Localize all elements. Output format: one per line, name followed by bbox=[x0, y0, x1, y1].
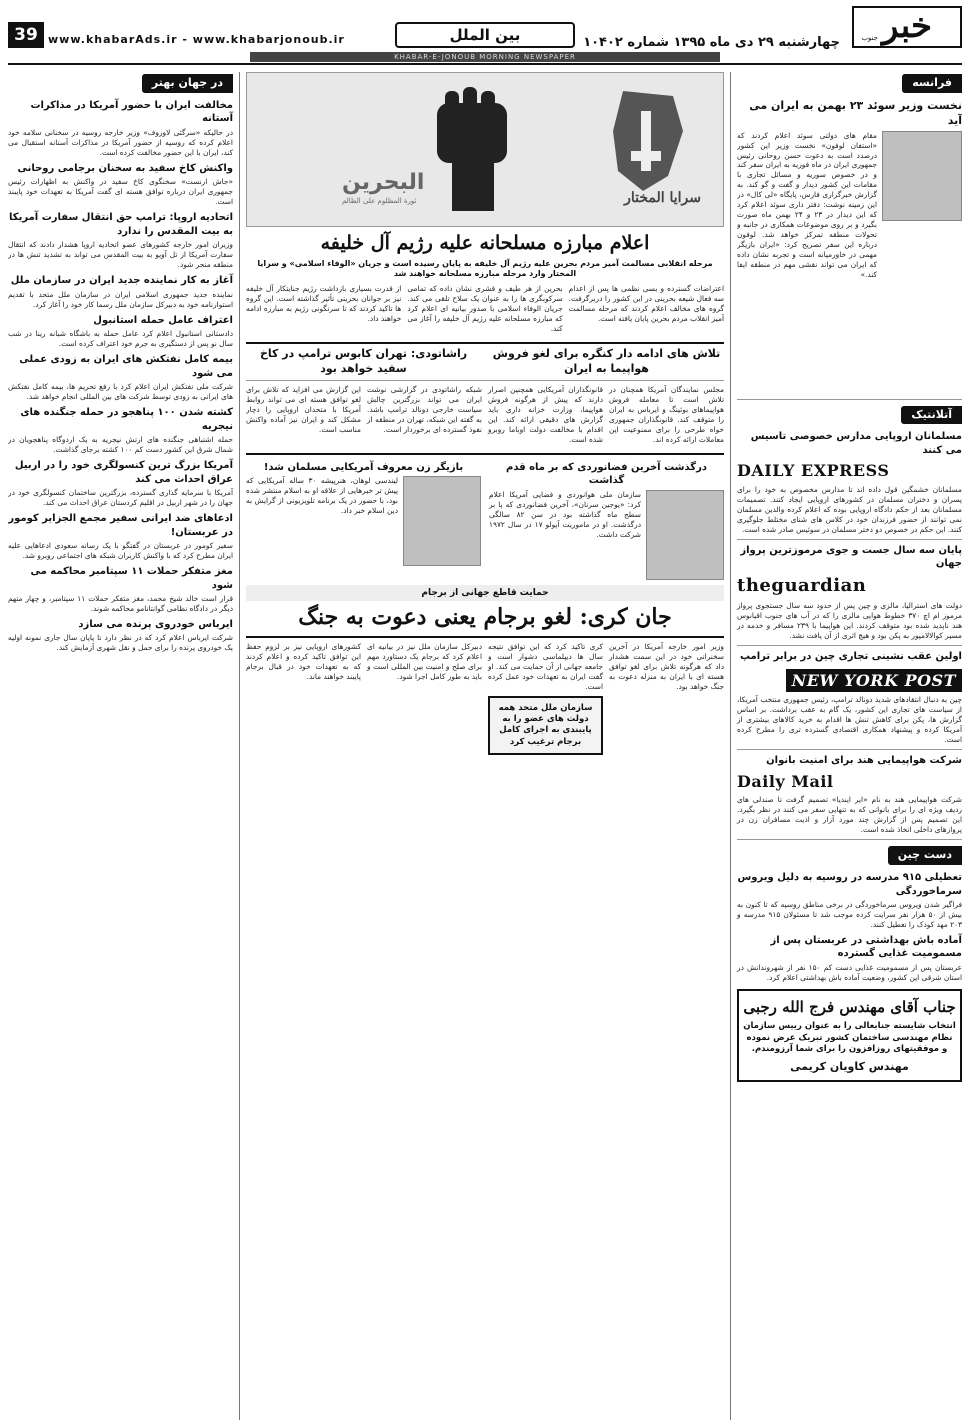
article-headline[interactable]: مسلمانان اروپایی مدارس خصوصی تاسیس می کنند bbox=[750, 431, 962, 456]
article-body: لیندسی لوهان، هنرپیشه ۳۰ ساله آمریکایی که پیش تر خبرهایی از علاقه او به اسلام منتشر شده بود، با حضور در یک برنامه تلویزیونی از گرایش به دین اسلام خبر داد. bbox=[246, 476, 399, 516]
article-body: دبیرکل سازمان ملل نیز در بیانیه ای اعلام کرد که برجام یک دستاورد مهم برای صلح و امنیت بین المللی است و باید به طور کامل اجرا شود. bbox=[367, 641, 482, 681]
article-body: سفیر کومور در عربستان در گفتگو با یک رسانه سعودی ادعاهایی علیه ایران مطرح کرد که با واکنش کاربران شبکه های اجتماعی روبرو شد. bbox=[8, 541, 233, 561]
article-headline[interactable]: آماده باش بهداشتی در عربستان پس از مسمومیت غذایی گسترده bbox=[770, 934, 962, 960]
article-body: چین به دنبال انتقادهای شدید دونالد ترامپ، رئیس جمهوری منتخب آمریکا، از سیاست های تجاری این کشور، یک گام به عقب برداشت. بر اساس گزارش ها، پکن برای کاهش تنش ها اقدام به خرید کالاهای بیشتری از آمریکا کرده و پیشنهاد همکاری اقتصادی گسترده تری را مطرح کرده است. bbox=[737, 695, 962, 745]
ad-text: انتخاب شایسته جنابعالی را به عنوان رییس سازمان نظام مهندسی ساختمان کشور تبریک عرض نموده و موفقیتهای روزافزون را برای شما آرزومندم. bbox=[743, 1021, 956, 1055]
article-headline[interactable]: اتحادیه اروپا: ترامپ حق انتقال سفارت آمریکا به بیت المقدس را ندارد bbox=[9, 212, 233, 237]
left-column bbox=[8, 72, 240, 1420]
congratulation-ad bbox=[737, 989, 962, 1083]
divider bbox=[737, 399, 962, 400]
article-body: دادستانی استانبول اعلام کرد عامل حمله به باشگاه شبانه رینا در شب سال نو پس از دستگیری به جرم خود اعتراف کرده است. bbox=[8, 329, 233, 349]
article-body: شرکت ملی نفتکش ایران اعلام کرد با رفع تحریم ها، بیمه کامل نفتکش های ایرانی به زودی توسط شرکت های بین المللی انجام خواهد شد. bbox=[8, 382, 233, 402]
source-logo: DAILY EXPRESS bbox=[737, 461, 890, 481]
main-subhead: مرحله انقلابی مسالمت آمیز مردم بحرین علیه رژیم آل خلیفه به پایان رسیده است و جریان «الوفاء اسلامی» و سرایا المختار وارد مرحله مبارزه مسلحانه خواهند شد bbox=[257, 258, 713, 279]
newspaper-logo[interactable]: خبر bbox=[852, 6, 962, 48]
kerry-article-columns bbox=[246, 642, 724, 760]
section-tag-handpicked: دست چین bbox=[888, 846, 962, 865]
article-body: مسلمانان خشمگین قول داده اند تا مدارس مخصوص به خود را برای پسران و دختران مسلمان در کشورهای اروپایی ایجاد کنند. تصمیمات مسلمانان بعد از حکم دادگاه اروپایی بوده که اعلام کرده والدین مسلمان نمی توانند از حضور فرزندان خود در کلاس های شنای مختلط جلوگیری کنند. این حکم در خصوص دو دختر مسلمان در سوئیس صادر شده است. bbox=[737, 484, 962, 534]
article-headline[interactable]: بیمه کامل نفتکش های ایران به زودی عملی می شود bbox=[19, 354, 233, 379]
pull-quote: سازمان ملل متحد همه دولت های عضو را به پایبندی به اجرای کامل برجام ترغیب کرد bbox=[488, 696, 603, 756]
article-headline[interactable]: ادعاهای ضد ایرانی سفیر مجمع الجزایر کومور در عربستان! bbox=[8, 513, 233, 538]
divider bbox=[737, 839, 962, 840]
article-headline[interactable]: کشته شدن ۱۰۰ پناهجو در حمله جنگنده های نیجریه bbox=[20, 407, 233, 432]
secondary-article-columns bbox=[246, 385, 724, 449]
saraya-logo-text: سرایا المختار bbox=[624, 190, 701, 206]
center-column bbox=[246, 72, 724, 1420]
article-body: وزیران امور خارجه کشورهای عضو اتحادیه اروپا هشدار دادند که انتقال سفارت آمریکا از تل آویو به بیت المقدس می تواند به تشدید تنش ها در منطقه منجر شود. bbox=[8, 240, 233, 270]
article-body: حمله اشتباهی جنگنده های ارتش نیجریه به یک اردوگاه پناهجویان در شمال شرق این کشور دست کم ۱۰۰ کشته برجای گذاشت. bbox=[8, 435, 233, 455]
raised-fist-icon bbox=[417, 83, 527, 213]
source-logo: Daily Mail bbox=[737, 771, 834, 791]
article-headline[interactable]: اعتراف عامل حمله استانبول bbox=[93, 314, 233, 326]
article-headline[interactable]: نخست وزیر سوئد ۲۳ بهمن به ایران می آید bbox=[749, 98, 962, 127]
article-body: شرکت ایرباس اعلام کرد که در نظر دارد تا پایان سال جاری نمونه اولیه یک خودروی پرنده را برای حمل و نقل شهری آزمایش کند. bbox=[8, 633, 233, 653]
photo-story bbox=[246, 458, 481, 580]
website-urls[interactable]: www.khabarAds.ir - www.khabarjonoub.ir bbox=[48, 33, 345, 46]
article-body: قرار است خالد شیخ محمد، مغز متفکر حملات ۱۱ سپتامبر، و چهار متهم دیگر در دادگاه نظامی گوانتانامو محاکمه شوند. bbox=[8, 594, 233, 613]
article-headline[interactable]: شرکت هواپیمایی هند برای امنیت بانوان bbox=[766, 755, 962, 767]
article-headline[interactable]: راشاتودی: تهران کابوس ترامپ در کاخ سفید خواهد بود bbox=[259, 347, 468, 375]
main-headline[interactable]: اعلام مبارزه مسلحانه علیه رژیم آل خلیفه bbox=[320, 232, 650, 254]
article-body: مجلس نمایندگان آمریکا همچنان در تلاش است تا معامله فروش هواپیماهای بوئینگ و ایرباس به ایران را متوقف کند. قانونگذاران جمهوری خواه طرحی را برای ممنوعیت این معاملات ارائه کرده اند. bbox=[609, 384, 724, 444]
article-headline[interactable]: آمریکا بزرگ ترین کنسولگری خود را در اربیل عراق احداث می کند bbox=[14, 460, 233, 485]
photo-story bbox=[489, 458, 724, 580]
issue-date-line: چهارشنبه ۲۹ دی ماه ۱۳۹۵ شماره ۱۰۴۰۲ bbox=[583, 35, 840, 50]
article-body: مقام های دولتی سوئد اعلام کردند که «استفان لوفون» نخست وزیر این کشور درصدد است به دعوت حسن روحانی رئیس جمهوری ایران در ماه فوریه به ایران سفر کند و در خصوص سوریه و مسائل تجاری با مقامات این کشور دیدار و گفت و گو کند. به گزارش خبرگزاری فارس، پایگاه «لی کال» در این زمینه نوشت: دفتر داری سوئد اعلام کرد که این دیدار در ۲۳ و ۲۴ بهمن ماه صورت بگیرد و بر روی موضوعات همکاری در جانبه و تحولات منطقه تمرکز خواهد شد. لوفون درباره این سفر تصریح کرد: «ایران بازیگر مهمی در خاورمیانه است و تجربه نشان داده که ایران می تواند نقشی مهم در منطقه ایفا کند.» bbox=[737, 130, 877, 280]
section-tag-world: در جهان بهتر bbox=[142, 74, 233, 93]
kerry-headline[interactable]: جان کری: لغو برجام یعنی دعوت به جنگ bbox=[246, 603, 724, 638]
ad-title: جناب آقای مهندس فرج الله رجبی bbox=[743, 997, 956, 1016]
article-headline[interactable]: پایان سه سال جست و جوی مرموزترین پرواز جهان bbox=[740, 544, 962, 570]
article-body: وزیر امور خارجه آمریکا در آخرین سخنرانی خود در این سمت هشدار داد که هرگونه تلاش برای لغو توافق هسته ای با ایران به منزله دعوت به جنگ خواهد بود. bbox=[609, 641, 724, 691]
masthead bbox=[0, 0, 970, 68]
astronaut-photo bbox=[646, 490, 724, 580]
article-body: کشورهای اروپایی نیز بر لزوم حفظ این توافق تاکید کرده و اعلام کردند که به تعهدات خود در قبال برجام پایبند خواهند ماند. bbox=[246, 641, 361, 681]
secondary-headlines bbox=[246, 342, 724, 381]
section-tag-france: فرانسه bbox=[902, 74, 962, 93]
article-headline[interactable]: تعطیلی ۹۱۵ مدرسه در روسیه به دلیل ویروس سرماخوردگی bbox=[737, 872, 962, 897]
article-body: عربستان پس از مسمومیت غذایی دست کم ۱۵۰ نفر از شهروندانش در استان شرقی این کشور، وضعیت آماده باش بهداشتی اعلام کرد. bbox=[737, 962, 962, 982]
article-headline[interactable]: ایرباس خودروی پرنده می سازد bbox=[78, 618, 233, 630]
actress-photo bbox=[403, 476, 481, 566]
article-headline[interactable]: آغاز به کار نماینده جدید ایران در سازمان ملل bbox=[10, 275, 233, 287]
article-body: آمریکا با سرمایه گذاری گسترده، بزرگترین ساختمان کنسولگری خود در جهان را در شهر اربیل در اقلیم کردستان عراق احداث می کند. bbox=[8, 488, 233, 508]
article-headline[interactable]: مخالفت ایران با حضور آمریکا در مذاکرات آستانه bbox=[30, 99, 233, 125]
article-body: اعتراضات گسترده و بسی نظمی ها پس از اعدام سه فعال شیعه بحرینی در این کشور را دربرگرفت. گروه های مخالف اعلام کردند که مرحله مسالمت آمیز انقلاب مردم بحرین پایان یافته است. bbox=[568, 284, 724, 324]
portrait-photo bbox=[882, 131, 962, 221]
article-body: نماینده جدید جمهوری اسلامی ایران در سازمان ملل متحد با تقدیم استوارنامه خود به دبیرکل سازمان ملل رسما کار خود را آغاز کرد. bbox=[8, 289, 233, 309]
ad-signature: مهندس کاویان کریمی bbox=[790, 1059, 909, 1073]
photo-stories bbox=[246, 453, 724, 580]
divider bbox=[737, 539, 962, 540]
article-headline[interactable]: تلاش های ادامه دار کنگره برای لغو فروش هواپیما به ایران bbox=[492, 347, 721, 375]
article-body: بحرین از هر طیف و قشری نشان داده که تمامی سرکوبگری ها را به عنوان یک سلاح تلقی می کند. جریان الوفاء اسلامی با صدور بیانیه ای اعلام کرد که مبارزه مسلحانه علیه رژیم آل خلیفه را آغاز می کند. bbox=[407, 284, 563, 334]
source-logo: theguardian bbox=[737, 574, 867, 596]
article-body: فراگیر شدن ویروس سرماخوردگی در برخی مناطق روسیه که تا کنون به بیش از ۵۰ هزار نفر سرایت کرده موجب شد تا مسئولان ۹۱۵ مدرسه و ۲۰۳ مهد کودک را تعطیل کنند. bbox=[737, 900, 962, 929]
logo-subtitle: جنوب bbox=[861, 34, 878, 42]
section-tag-atlantic: آتلانتیک bbox=[901, 406, 962, 425]
kicker: حمایت قاطع جهانی از برجام bbox=[246, 585, 724, 601]
article-body: شبکه راشاتودی در گزارشی نوشت ایران می تواند بزرگترین چالش سیاست خارجی دونالد ترامپ باشد. به گفته این شبکه، تهران در منطقه از نفوذ گسترده ای برخوردار است. bbox=[367, 384, 482, 434]
article-body: «جاش ارنست» سخنگوی کاخ سفید در واکنش به اظهارات رئیس جمهوری ایران درباره توافق هسته ای گفت آمریکا به تعهدات خود پایبند است. bbox=[8, 177, 233, 207]
article-body: این گزارش می افزاید که تلاش برای لغو توافق هسته ای می تواند روابط آمریکا با متحدان اروپایی را دچار مشکل کند و ایران نیز آماده واکنش مناسب است. bbox=[246, 384, 361, 434]
section-title: بین الملل bbox=[395, 22, 575, 48]
article-headline[interactable]: مغز متفکر حملات ۱۱ سپتامبر محاکمه می شود bbox=[30, 566, 233, 591]
bahrain-slogan: ثورة المظلوم على الظالم bbox=[342, 197, 417, 205]
article-body: دولت های استرالیا، مالزی و چین پس از حدود سه سال جستجوی پرواز مرموز ام اچ ۳۷۰ خطوط هوایی مالزی را که در آب های جنوب اقیانوس هند ناپدید شده بود متوقف کردند. این هواپیما با ۲۳۹ مسافر و خدمه در مسیر کوالالامپور به پکن بود و هیچ اثری از آن یافت نشد. bbox=[737, 601, 962, 641]
source-logo: NEW YORK POST bbox=[786, 669, 962, 693]
article-body: از قدرت بسیاری بازداشت رژیم جنایتکار آل خلیفه نیز بر جوانان بحرینی تأثیر گذاشته است. این گروه ها تاکید کردند که تا سرنگونی رژیم به مبارزه ادامه خواهند داد. bbox=[246, 284, 402, 324]
article-headline[interactable]: درگذشت آخرین فضانوردی که بر ماه قدم گذاشت bbox=[506, 461, 707, 487]
main-article-columns bbox=[246, 284, 724, 338]
right-column bbox=[730, 72, 962, 1420]
page-number: 39 bbox=[8, 22, 44, 48]
article-headline[interactable]: اولین عقب نشینی تجاری چین در برابر ترامپ bbox=[739, 651, 962, 663]
feature-image bbox=[246, 72, 724, 227]
article-body: شرکت هواپیمایی هند به نام «ایر ایندیا» تصمیم گرفت تا صندلی های ردیف ویژه ای را برای بانوانی که به تنهایی سفر می کنند در نظر بگیرد. این تصمیم پس از گزارش چند مورد آزار و اذیت مسافران زن در پروازهای داخلی اتخاذ شده است. bbox=[737, 795, 962, 835]
header-rule bbox=[8, 63, 962, 65]
divider bbox=[737, 749, 962, 750]
article-headline[interactable]: واکنش کاخ سفید به سخنان برجامی روحانی bbox=[17, 162, 233, 174]
article-body: در حالیکه «سرگئی لاوروف» وزیر خارجه روسیه در سخنانی سلامه خود اعلام کرده که روسیه از حضور آمریکا در مذاکرات آستانه استقبال می کند، ایران با این حضور مخالفت کرده است. bbox=[8, 127, 233, 157]
bahrain-word: البحرين bbox=[342, 170, 425, 195]
article-body: سازمان ملی هوانوردی و فضایی آمریکا اعلام کرد: «یوجین سرنان»، آخرین فضانوردی که پا بر سطح ماه گذاشته بود در سن ۸۲ سالگی درگذشت. او در ماموریت آپولو ۱۷ در سال ۱۹۷۲ شرکت داشت. bbox=[489, 489, 641, 539]
masthead-strip: KHABAR-E-JONOUB MORNING NEWSPAPER bbox=[250, 52, 720, 62]
divider bbox=[737, 645, 962, 646]
article-body: کری تاکید کرد که این توافق نتیجه سال ها دیپلماسی دشوار است و جامعه جهانی از آن حمایت می کند. او گفت ایران به تعهدات خود عمل کرده است. bbox=[488, 641, 603, 691]
article-headline[interactable]: بازیگر زن معروف آمریکایی مسلمان شد! bbox=[263, 461, 464, 473]
article-body: قانونگذاران آمریکایی همچنین اصرار دارند که پیش از هرگونه فروش هواپیما، وزارت خزانه داری باید گزارش های دقیقی ارائه کند. این اقدام با مخالفت دولت اوباما روبرو شده است. bbox=[488, 384, 603, 444]
